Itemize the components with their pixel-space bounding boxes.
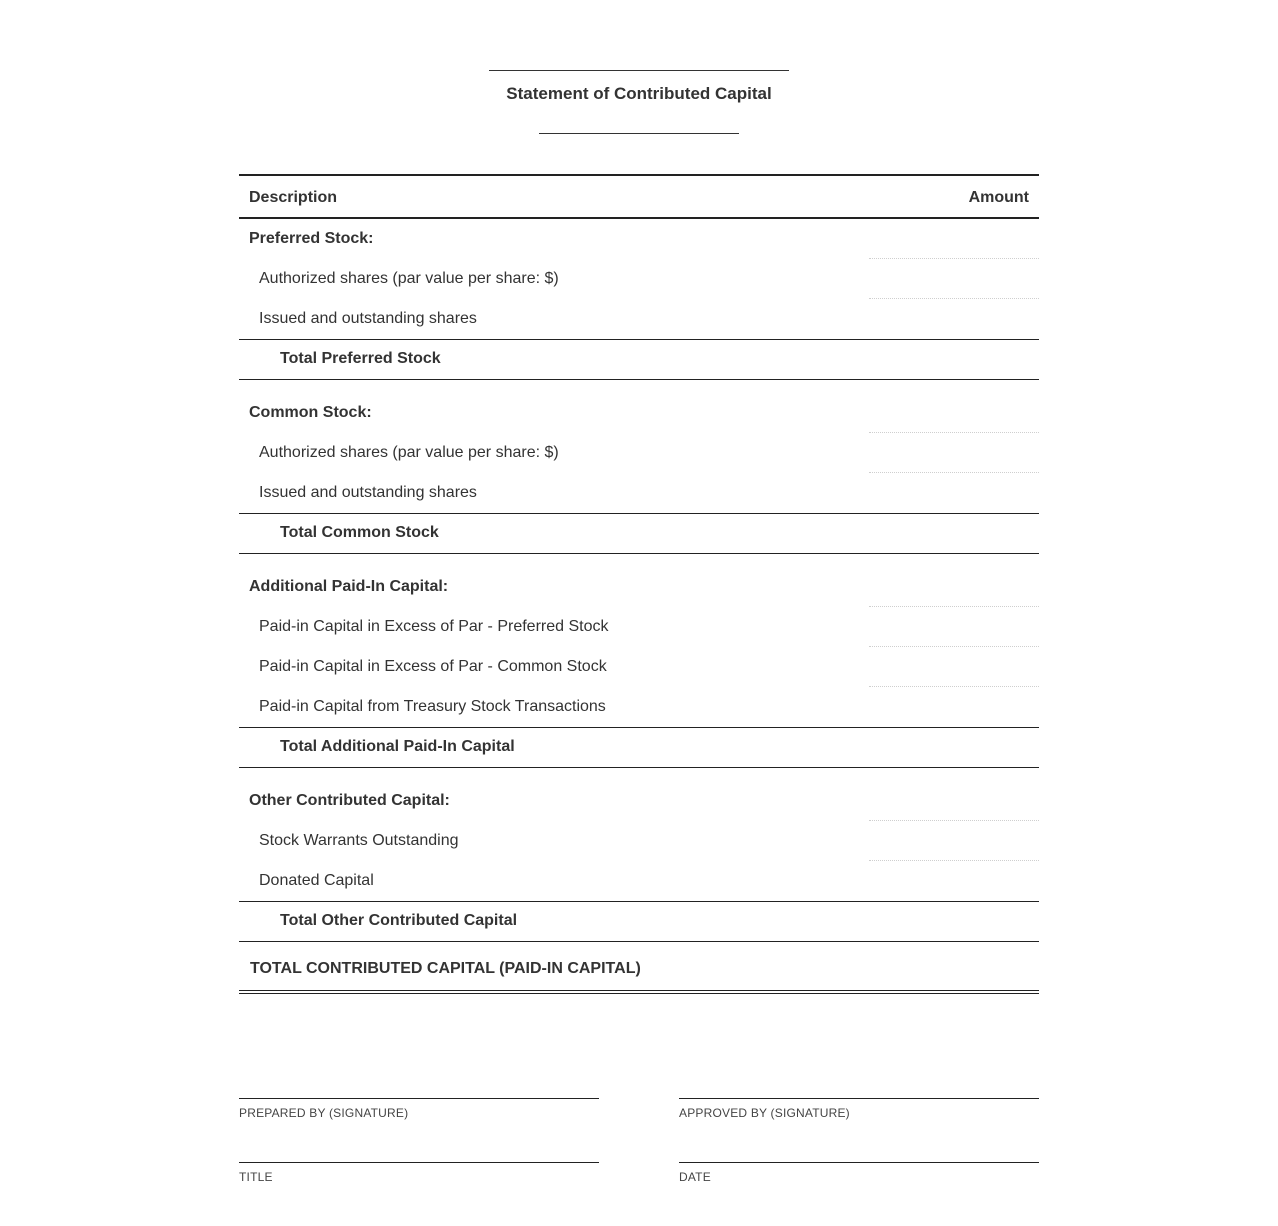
amount-field[interactable] (869, 821, 1039, 861)
amount-field[interactable] (869, 259, 1039, 299)
grand-total-label: TOTAL CONTRIBUTED CAPITAL (PAID-IN CAPITAL) (250, 960, 641, 977)
amount-field[interactable] (869, 781, 1039, 821)
section-heading-label: Common Stock: (249, 404, 372, 421)
amount-field[interactable] (869, 607, 1039, 647)
row-label: Stock Warrants Outstanding (259, 832, 459, 849)
total-label: Total Additional Paid-In Capital (280, 738, 515, 755)
date-signature-line[interactable] (679, 1162, 1039, 1163)
amount-field[interactable] (869, 567, 1039, 607)
table-row (239, 687, 1039, 727)
amount-field[interactable] (869, 219, 1039, 259)
total-label: Total Common Stock (280, 524, 439, 541)
row-label: Paid-in Capital in Excess of Par - Preferred Stock (259, 618, 609, 635)
section-heading-other-contributed-capital (239, 781, 1039, 821)
table-header (239, 174, 1039, 219)
row-label: Paid-in Capital from Treasury Stock Transactions (259, 698, 606, 715)
row-label: Paid-in Capital in Excess of Par - Common Stock (259, 658, 607, 675)
table-row (239, 861, 1039, 901)
description-column-header: Description (249, 189, 338, 206)
section-heading-label: Preferred Stock: (249, 230, 374, 247)
capital-table (239, 174, 1039, 994)
title-rule-top (489, 70, 789, 71)
amount-field[interactable] (869, 393, 1039, 433)
amount-field[interactable] (869, 647, 1039, 687)
amount-column-header: Amount (968, 189, 1029, 206)
document-title: Statement of Contributed Capital (506, 84, 772, 103)
total-label: Total Preferred Stock (280, 350, 441, 367)
title-signature-line[interactable] (239, 1162, 599, 1163)
row-label: Authorized shares (par value per share: $) (259, 270, 559, 287)
table-row (239, 647, 1039, 687)
section-heading-preferred-stock (239, 219, 1039, 259)
table-row (239, 607, 1039, 647)
row-label: Authorized shares (par value per share: $) (259, 444, 559, 461)
total-row-other-contributed-capital (239, 901, 1039, 942)
total-label: Total Other Contributed Capital (280, 912, 518, 929)
amount-field[interactable] (869, 433, 1039, 473)
total-row-common-stock (239, 513, 1039, 554)
row-label: Issued and outstanding shares (259, 484, 477, 501)
approved-by-label: APPROVED BY (SIGNATURE) (679, 1106, 850, 1120)
row-label: Issued and outstanding shares (259, 310, 477, 327)
prepared-by-signature-line[interactable] (239, 1098, 599, 1099)
row-label: Donated Capital (259, 872, 374, 889)
section-heading-additional-paid-in-capital (239, 567, 1039, 607)
table-row (239, 299, 1039, 339)
table-row (239, 433, 1039, 473)
approved-by-signature-line[interactable] (679, 1098, 1039, 1099)
section-heading-label: Other Contributed Capital: (249, 792, 450, 809)
date-label: DATE (679, 1170, 711, 1184)
total-row-additional-paid-in-capital (239, 727, 1039, 768)
title-rule-bottom (539, 133, 739, 134)
table-row (239, 259, 1039, 299)
table-row (239, 821, 1039, 861)
prepared-by-label: PREPARED BY (SIGNATURE) (239, 1106, 409, 1120)
table-row (239, 473, 1039, 513)
title-label: TITLE (239, 1170, 273, 1184)
grand-total-row (239, 942, 1039, 994)
total-row-preferred-stock (239, 339, 1039, 380)
section-heading-label: Additional Paid-In Capital: (249, 578, 449, 595)
section-heading-common-stock (239, 393, 1039, 433)
